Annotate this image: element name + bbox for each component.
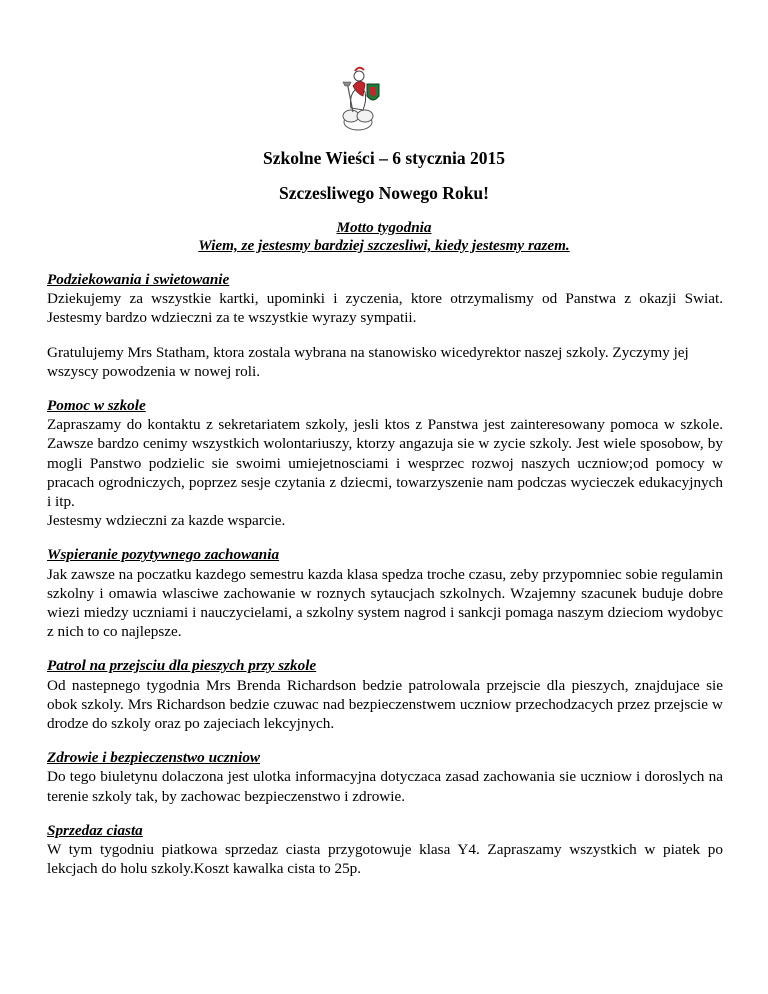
section-heading: Sprzedaz ciasta xyxy=(47,821,143,839)
motto-text: Wiem, ze jestesmy bardziej szczesliwi, kiedy jestesmy razem. xyxy=(198,237,570,254)
section-paragraph: Od nastepnego tygodnia Mrs Brenda Richardson bedzie patrolowala przejscie dla pieszych, znajdujace sie obok szkoly. Mrs Richardson bedzie czuwac nad bezpieczenstwem uczniow przechodzacych przez przejscie w drodze do szkoly oraz po zajeciach lekcyjnych. xyxy=(47,676,723,733)
section-health-safety xyxy=(47,748,723,806)
section-heading: Wspieranie pozytywnego zachowania xyxy=(47,546,280,564)
newsletter-content xyxy=(47,270,723,893)
section-cake-sale xyxy=(47,821,723,879)
newsletter-title: Szkolne Wieści – 6 stycznia 2015 xyxy=(263,148,505,168)
section-crossing-patrol xyxy=(47,656,723,733)
section-paragraph: Zapraszamy do kontaktu z sekretariatem szkoly, jesli ktos z Panstwa jest zainteresowany pomoca w szkole. Zawsze bardzo cenimy wszystkich wolontariuszy, ktorzy angazuja sie w zycie szkoly. Jest wiele sposobow, by mogli Panstwo podzielic sie swoimi umiejetnosciami i wesprzec rozwoj naszych uczniow;od pomocy w pracach ogrodniczych, poprzez sesje czytania z dziecmi, towarzyszenie nam podczas wycieczek edukacyjnych i itp. xyxy=(47,416,723,511)
section-paragraph: Jak zawsze na poczatku kazdego semestru kazda klasa spedza troche czasu, zeby przypomniec sobie regulamin szkolny i omawia wlasciwe zachowanie w roznych sytaucjach szkolnych. Wzajemny szacunek buduje dobre wiezi miedzy uczniami i nauczycielami, a szkolny system nagrod i sankcji pomaga naszym dzieciom wydobyc z nich to co najlepsze. xyxy=(47,565,723,641)
newsletter-subtitle: Szczesliwego Nowego Roku! xyxy=(279,183,489,203)
section-paragraph: Do tego biuletynu dolaczona jest ulotka informacyjna dotyczaca zasad zachowania sie uczniow i doroslych na terenie szkoly tak, by zachowac bezpieczenstwo i zdrowie. xyxy=(47,768,723,805)
section-heading: Patrol na przejsciu dla pieszych przy szkole xyxy=(47,657,317,675)
section-paragraph: W tym tygodniu piatkowa sprzedaz ciasta przygotowuje klasa Y4. Zapraszamy wszystkich w piatek po lekcjach do holu szkoly.Koszt kawalka cista to 25p. xyxy=(47,841,723,878)
section-paragraph: Jestesmy wdzieczni za kazde wsparcie. xyxy=(47,512,286,530)
motto-label: Motto tygodnia xyxy=(336,219,432,236)
section-heading: Pomoc w szkole xyxy=(47,397,146,415)
motto-block xyxy=(0,219,768,255)
section-paragraph: Gratulujemy Mrs Statham, ktora zostala wybrana na stanowisko wicedyrektor naszej szkoly. Zyczymy jej wszyscy powodzenia w nowej roli. xyxy=(47,343,689,380)
section-thanks xyxy=(47,270,723,381)
section-heading: Podziekowania i swietowanie xyxy=(47,271,230,288)
section-positive-behaviour xyxy=(47,545,723,641)
school-crest-icon xyxy=(329,56,387,132)
section-heading: Zdrowie i bezpieczenstwo uczniow xyxy=(47,749,261,767)
section-paragraph: Dziekujemy za wszystkie kartki, upominki i zyczenia, ktore otrzymalismy od Panstwa z okazji Swiat. Jestesmy bardzo wdzieczni za te wszystkie wyrazy sympatii. xyxy=(47,290,723,327)
section-school-help xyxy=(47,396,723,530)
